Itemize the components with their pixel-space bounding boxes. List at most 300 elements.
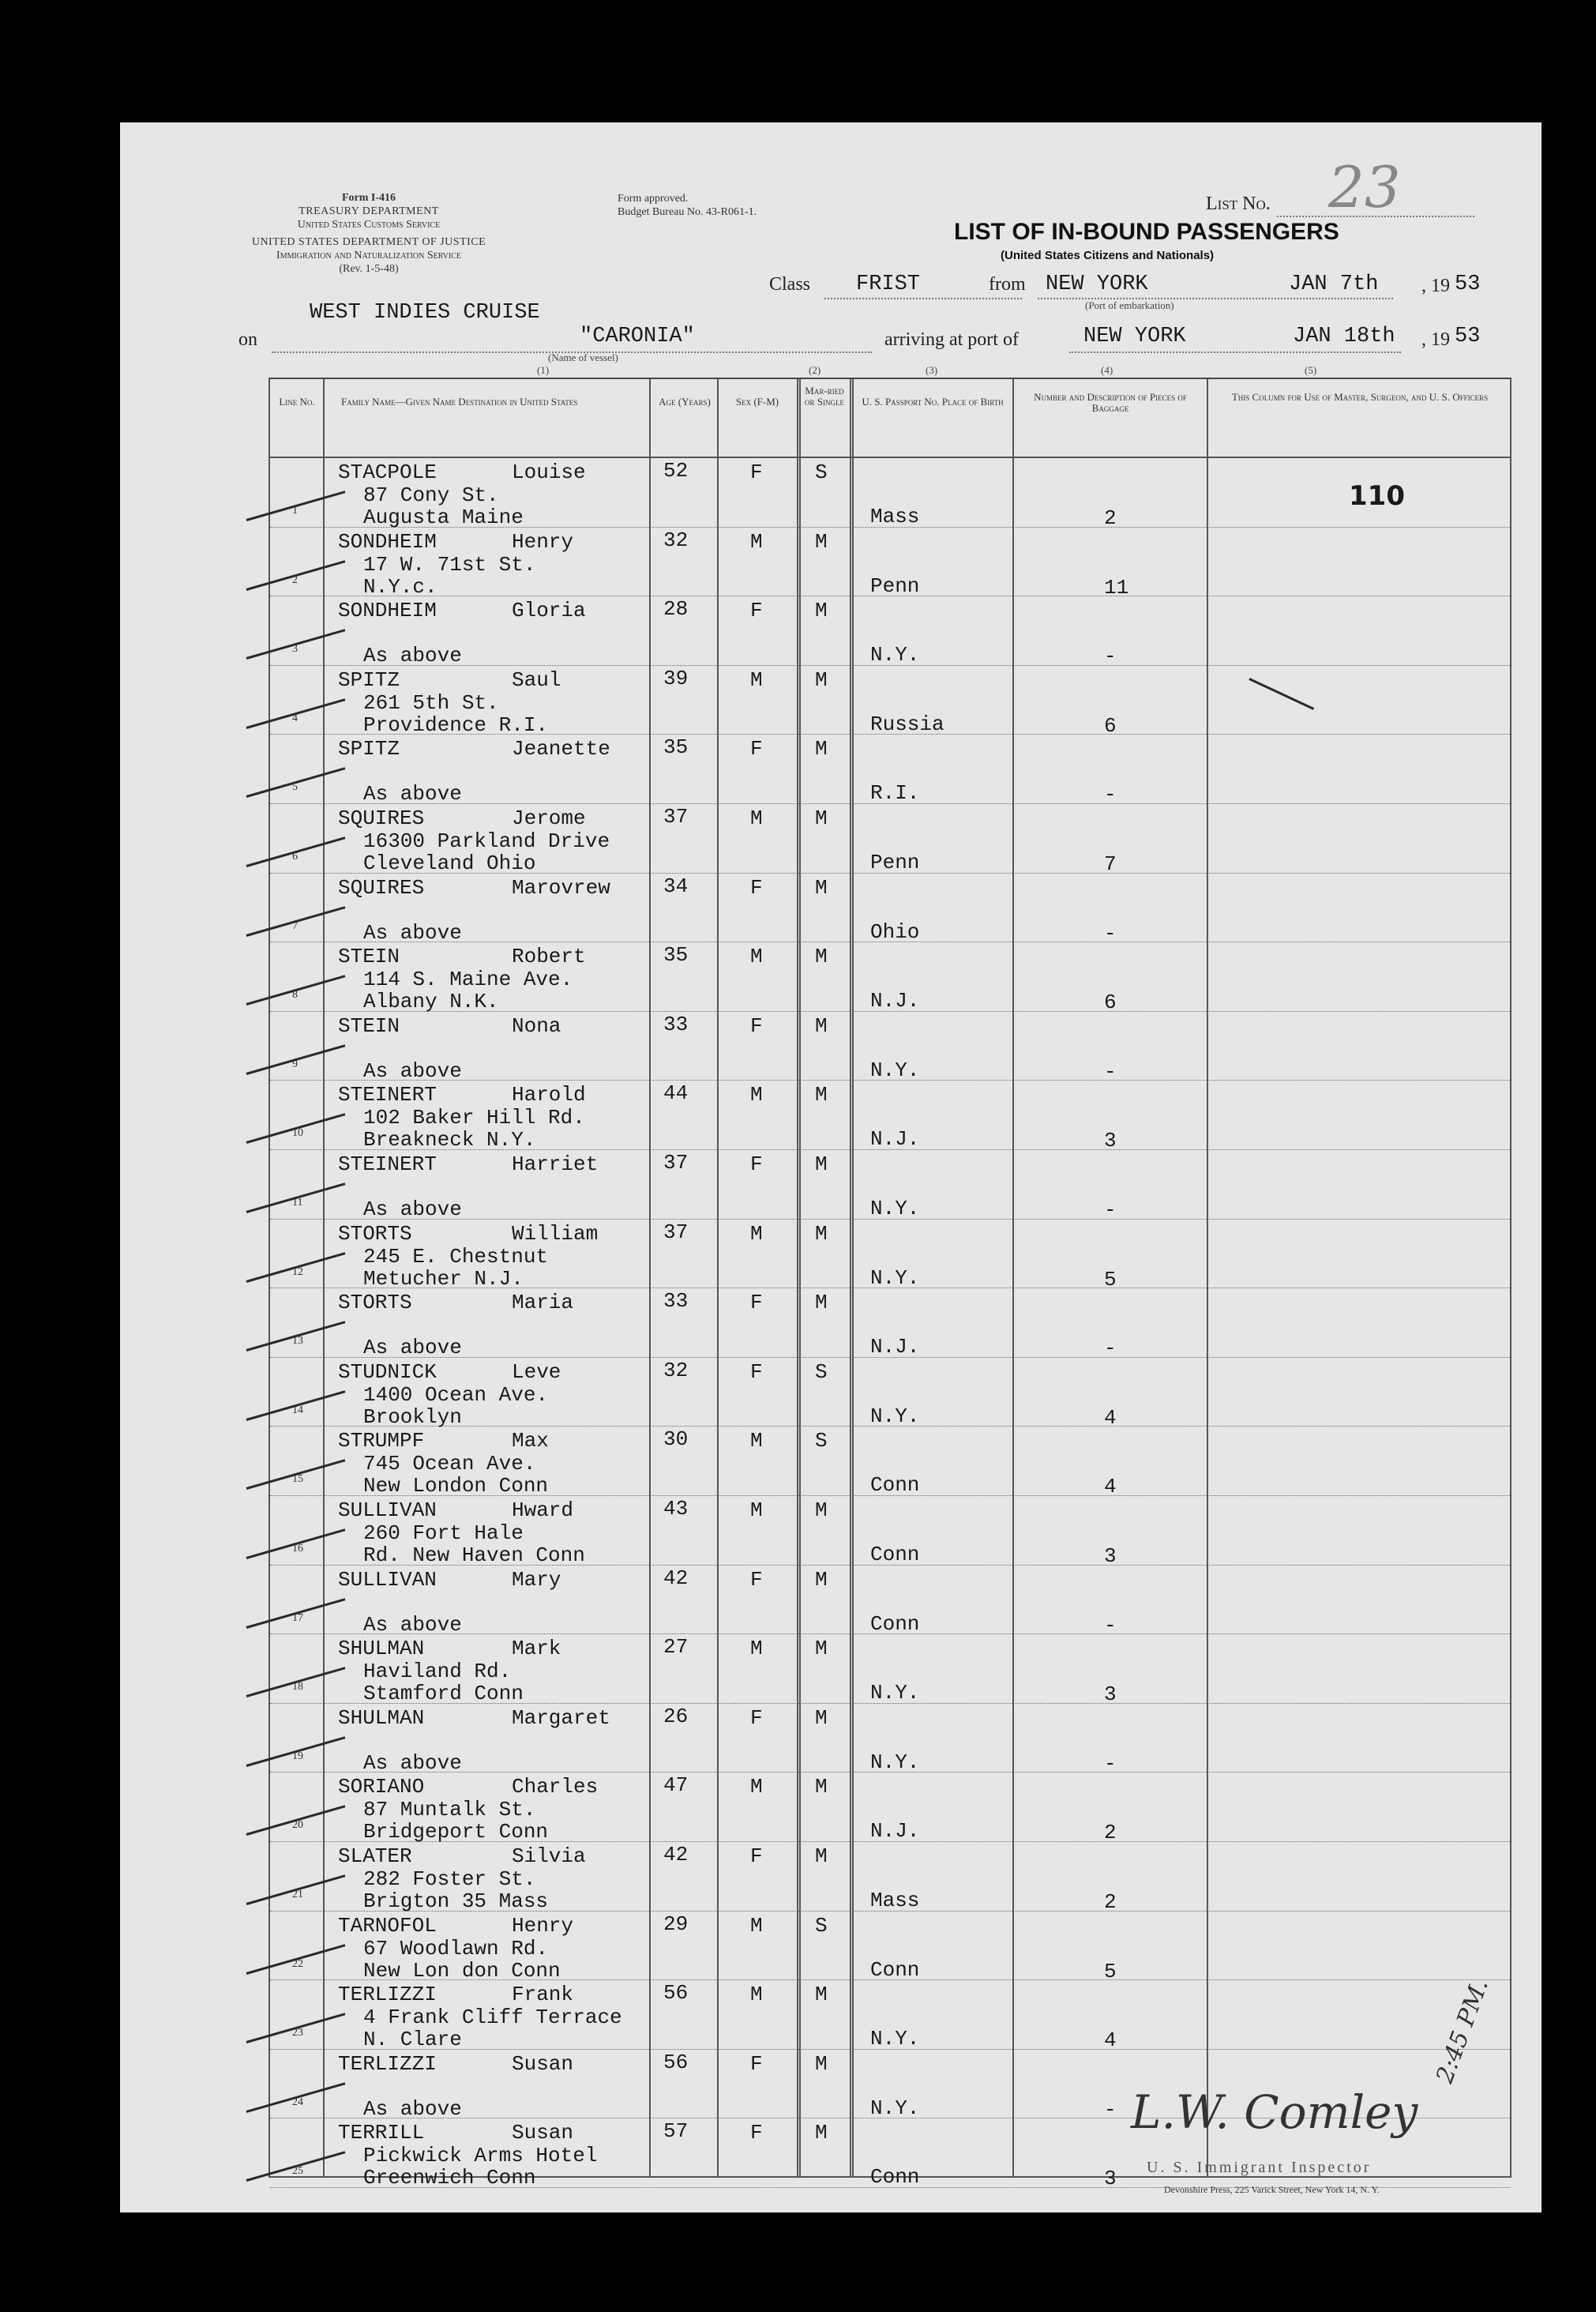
passenger-sex: F bbox=[750, 875, 763, 900]
passenger-sex: F bbox=[750, 1359, 763, 1384]
line-number: 23 bbox=[292, 2027, 303, 2039]
baggage-count: 3 bbox=[1104, 2167, 1117, 2191]
baggage-count: 6 bbox=[1104, 713, 1117, 738]
officer-note: 110 bbox=[1349, 480, 1405, 512]
col-divider bbox=[649, 379, 651, 2176]
line-number: 16 bbox=[292, 1543, 303, 1554]
class-line bbox=[824, 298, 1022, 299]
passenger-surname: STRUMPF bbox=[338, 1429, 425, 1453]
baggage-count: - bbox=[1104, 1059, 1117, 1084]
marital-status: M bbox=[815, 945, 828, 969]
place-of-birth: N.Y. bbox=[870, 1750, 920, 1774]
passenger-sex: F bbox=[750, 1152, 763, 1176]
passenger-age: 35 bbox=[663, 943, 689, 968]
baggage-count: 3 bbox=[1104, 1682, 1117, 1707]
marital-status: M bbox=[815, 737, 828, 761]
line-number: 20 bbox=[292, 1819, 303, 1832]
justice-dept: UNITED STATES DEPARTMENT OF JUSTICE bbox=[251, 236, 486, 248]
passenger-given-name: Harold bbox=[512, 1083, 586, 1107]
passenger-given-name: Jeanette bbox=[512, 737, 610, 761]
passenger-age: 42 bbox=[663, 1566, 689, 1590]
passenger-age: 30 bbox=[663, 1427, 689, 1452]
address-line-2: New London Conn bbox=[363, 1474, 549, 1498]
col-num-3: (3) bbox=[926, 364, 938, 376]
arrival-year-prefix: , 19 bbox=[1421, 329, 1450, 350]
passenger-age: 42 bbox=[663, 1843, 689, 1867]
inspector-signature: L.W. Comley bbox=[1131, 2085, 1418, 2139]
passenger-age: 37 bbox=[663, 1220, 689, 1244]
address-line-1: 260 Fort Hale bbox=[363, 1521, 524, 1545]
passenger-given-name: Saul bbox=[512, 667, 561, 692]
address-line-1: 245 E. Chestnut bbox=[363, 1244, 549, 1269]
passenger-age: 33 bbox=[663, 1012, 689, 1036]
passenger-age: 56 bbox=[663, 1981, 689, 2006]
passenger-age: 32 bbox=[663, 1358, 689, 1382]
line-number: 4 bbox=[292, 712, 298, 724]
address-line-2: As above bbox=[363, 920, 462, 945]
baggage-count: 2 bbox=[1104, 506, 1117, 530]
marital-status: M bbox=[815, 806, 828, 830]
line-number: 22 bbox=[292, 1957, 303, 1970]
departure-year: 53 bbox=[1455, 273, 1481, 296]
col-divider bbox=[797, 379, 801, 2176]
list-number-label: List No. bbox=[1206, 194, 1271, 214]
passenger-given-name: Gloria bbox=[512, 599, 586, 623]
address-line-1: 261 5th St. bbox=[363, 690, 499, 715]
passenger-surname: SONDHEIM bbox=[338, 529, 437, 554]
address-line-1: 87 Cony St. bbox=[363, 483, 499, 507]
passenger-sex: M bbox=[750, 945, 763, 969]
passenger-surname: SQUIRES bbox=[338, 806, 425, 830]
arriving-label: arriving at port of bbox=[884, 329, 1019, 350]
passenger-surname: SPITZ bbox=[338, 737, 400, 761]
address-line-2: Albany N.K. bbox=[363, 990, 499, 1014]
place-of-birth: Conn bbox=[870, 1543, 920, 1566]
passenger-sex: M bbox=[750, 1498, 763, 1522]
passenger-surname: TERLIZZI bbox=[338, 1983, 437, 2007]
embarkation-note: (Port of embarkation) bbox=[1085, 299, 1174, 311]
line-number: 19 bbox=[292, 1750, 303, 1762]
baggage-count: 2 bbox=[1104, 1821, 1117, 1845]
passenger-surname: STUDNICK bbox=[338, 1359, 437, 1384]
baggage-count: - bbox=[1104, 2097, 1117, 2122]
passenger-given-name: Leve bbox=[512, 1359, 561, 1384]
baggage-count: - bbox=[1104, 1198, 1117, 1222]
passenger-surname: SHULMAN bbox=[338, 1637, 425, 1661]
address-line-2: As above bbox=[363, 644, 462, 668]
baggage-count: - bbox=[1104, 783, 1117, 807]
place-of-birth: N.Y. bbox=[870, 2027, 920, 2051]
passenger-age: 52 bbox=[663, 459, 689, 483]
marital-status: M bbox=[815, 667, 828, 692]
baggage-count: 5 bbox=[1104, 1959, 1117, 1983]
address-line-2: Brooklyn bbox=[363, 1404, 462, 1429]
passenger-given-name: Margaret bbox=[512, 1705, 610, 1730]
passenger-sex: M bbox=[750, 1637, 763, 1661]
passenger-surname: STEIN bbox=[338, 945, 400, 969]
treasury-dept: TREASURY DEPARTMENT bbox=[299, 205, 439, 217]
form-approved: Form approved. bbox=[618, 193, 689, 205]
passenger-surname: SONDHEIM bbox=[338, 599, 437, 623]
col-divider bbox=[717, 379, 719, 2176]
place-of-birth: Russia bbox=[870, 712, 944, 736]
budget-bureau: Budget Bureau No. 43-R061-1. bbox=[618, 206, 757, 218]
col-num-2: (2) bbox=[809, 364, 821, 376]
passenger-age: 27 bbox=[663, 1635, 689, 1660]
line-number: 14 bbox=[292, 1404, 303, 1416]
baggage-count: 4 bbox=[1104, 1405, 1117, 1430]
line-number: 11 bbox=[292, 1197, 303, 1209]
passenger-surname: TERRILL bbox=[338, 2121, 425, 2145]
address-line-1: 282 Foster St. bbox=[363, 1867, 536, 1891]
signature-time: 2:45 PM. bbox=[1431, 1975, 1494, 2087]
address-line-2: Rd. New Haven Conn bbox=[363, 1543, 585, 1567]
line-number: 10 bbox=[292, 1127, 303, 1140]
address-line-1: Pickwick Arms Hotel bbox=[363, 2144, 598, 2168]
baggage-count: - bbox=[1104, 921, 1117, 945]
passenger-given-name: Frank bbox=[512, 1983, 574, 2007]
passenger-surname: STEINERT bbox=[338, 1083, 437, 1107]
line-number: 7 bbox=[292, 919, 298, 932]
address-line-2: Greenwich Conn bbox=[363, 2166, 536, 2190]
passenger-given-name: Marovrew bbox=[512, 875, 610, 900]
passenger-surname: TARNOFOL bbox=[338, 1913, 437, 1938]
passenger-given-name: Max bbox=[512, 1429, 549, 1453]
col-num-1: (1) bbox=[537, 364, 550, 376]
marital-status: M bbox=[815, 1498, 828, 1522]
passenger-given-name: Harriet bbox=[512, 1152, 599, 1176]
line-number: 8 bbox=[292, 989, 298, 1002]
address-line-2: Providence R.I. bbox=[363, 712, 549, 737]
address-line-2: Augusta Maine bbox=[363, 506, 524, 529]
document-subtitle: (United States Citizens and Nationals) bbox=[1001, 249, 1215, 262]
place-of-birth: Mass bbox=[870, 1889, 920, 1912]
passenger-given-name: Susan bbox=[512, 2121, 574, 2145]
place-of-birth: Penn bbox=[870, 573, 920, 598]
passenger-age: 47 bbox=[663, 1773, 689, 1798]
line-number: 24 bbox=[292, 2096, 303, 2108]
address-line-2: As above bbox=[363, 782, 462, 806]
col-divider bbox=[850, 379, 854, 2176]
place-of-birth: N.Y. bbox=[870, 1058, 920, 1082]
passenger-sex: M bbox=[750, 667, 763, 692]
approval-block bbox=[618, 192, 757, 219]
marital-status: M bbox=[815, 1705, 828, 1730]
address-line-2: As above bbox=[363, 2096, 462, 2121]
address-line-1: 17 W. 71st St. bbox=[363, 552, 536, 577]
passenger-sex: M bbox=[750, 1083, 763, 1107]
col-divider bbox=[1207, 379, 1208, 2176]
departure-year-prefix: , 19 bbox=[1421, 276, 1450, 296]
passenger-sex: F bbox=[750, 1291, 763, 1315]
passenger-sex: F bbox=[750, 1567, 763, 1592]
line-number: 1 bbox=[292, 505, 298, 517]
address-line-2: Metucher N.J. bbox=[363, 1266, 524, 1291]
passenger-given-name: Robert bbox=[512, 945, 586, 969]
passenger-sex: F bbox=[750, 2121, 763, 2145]
passenger-surname: STORTS bbox=[338, 1221, 412, 1246]
passenger-sex: F bbox=[750, 1013, 763, 1038]
passenger-given-name: Jerome bbox=[512, 806, 586, 830]
address-line-1: 87 Muntalk St. bbox=[363, 1798, 536, 1822]
passenger-sex: M bbox=[750, 529, 763, 554]
passenger-given-name: Mary bbox=[512, 1567, 561, 1592]
place-of-birth: Ohio bbox=[870, 919, 920, 944]
passenger-given-name: Silvia bbox=[512, 1844, 586, 1868]
passenger-age: 26 bbox=[663, 1704, 689, 1728]
officer-mark bbox=[1249, 678, 1314, 710]
passenger-given-name: Louise bbox=[512, 461, 586, 484]
passenger-sex: F bbox=[750, 737, 763, 761]
form-number: Form I-416 bbox=[341, 192, 396, 204]
place-of-birth: N.Y. bbox=[870, 1197, 920, 1220]
place-of-birth: N.J. bbox=[870, 1127, 920, 1152]
printer-imprint: Devonshire Press, 225 Varick Street, New York 14, N. Y. bbox=[1164, 2184, 1380, 2195]
list-number-handwritten: 23 bbox=[1328, 154, 1401, 220]
address-line-1: 745 Ocean Ave. bbox=[363, 1452, 536, 1476]
place-of-birth: N.Y. bbox=[870, 1265, 920, 1290]
passenger-surname: SULLIVAN bbox=[338, 1567, 437, 1592]
passenger-surname: STEIN bbox=[338, 1013, 400, 1038]
place-of-birth: Mass bbox=[870, 505, 920, 528]
marital-status: M bbox=[815, 1083, 828, 1107]
passenger-surname: SORIANO bbox=[338, 1775, 425, 1799]
marital-status: M bbox=[815, 875, 828, 900]
baggage-count: 6 bbox=[1104, 991, 1117, 1015]
passenger-sex: M bbox=[750, 806, 763, 830]
baggage-count: 5 bbox=[1104, 1267, 1117, 1291]
address-line-1: 4 Frank Cliff Terrace bbox=[363, 2006, 622, 2030]
baggage-count: - bbox=[1104, 1613, 1117, 1637]
address-line-2: Stamford Conn bbox=[363, 1682, 524, 1706]
passenger-surname: SPITZ bbox=[338, 667, 400, 692]
vessel-note: (Name of vessel) bbox=[548, 351, 618, 363]
passenger-age: 37 bbox=[663, 1151, 689, 1175]
passenger-age: 34 bbox=[663, 874, 689, 898]
line-number: 2 bbox=[292, 573, 298, 586]
passenger-age: 44 bbox=[663, 1081, 689, 1106]
marital-status: S bbox=[815, 1359, 828, 1384]
col-divider bbox=[323, 379, 325, 2176]
place-of-birth: Conn bbox=[870, 1957, 920, 1982]
passenger-given-name: Henry bbox=[512, 529, 574, 554]
passenger-age: 28 bbox=[663, 597, 689, 622]
place-of-birth: Conn bbox=[870, 1611, 920, 1636]
header-sex: Sex (F-M) bbox=[735, 396, 779, 408]
line-number: 12 bbox=[292, 1265, 303, 1278]
address-line-2: As above bbox=[363, 1336, 462, 1360]
baggage-count: 2 bbox=[1104, 1890, 1117, 1914]
passenger-sex: M bbox=[750, 1913, 763, 1938]
cruise-name: WEST INDIES CRUISE bbox=[310, 301, 540, 325]
line-number: 5 bbox=[292, 781, 298, 794]
passenger-given-name: Susan bbox=[512, 2051, 574, 2076]
arrival-line bbox=[1069, 351, 1401, 353]
address-line-2: Bridgeport Conn bbox=[363, 1820, 549, 1844]
passenger-age: 37 bbox=[663, 805, 689, 829]
line-number: 15 bbox=[292, 1473, 303, 1486]
marital-status: M bbox=[815, 2051, 828, 2076]
passenger-age: 35 bbox=[663, 735, 689, 760]
passenger-surname: STACPOLE bbox=[338, 461, 437, 484]
place-of-birth: Penn bbox=[870, 851, 920, 874]
passenger-surname: SHULMAN bbox=[338, 1705, 425, 1730]
place-of-birth: Conn bbox=[870, 1473, 920, 1498]
justice-block bbox=[238, 235, 499, 276]
place-of-birth: N.J. bbox=[870, 1819, 920, 1844]
passenger-sex: F bbox=[750, 1705, 763, 1730]
passenger-sex: M bbox=[750, 1221, 763, 1246]
address-line-1: 102 Baker Hill Rd. bbox=[363, 1106, 585, 1130]
baggage-count: 7 bbox=[1104, 852, 1117, 876]
document-title: LIST OF IN-BOUND PASSENGERS bbox=[954, 219, 1339, 245]
line-number: 25 bbox=[292, 2165, 303, 2178]
passenger-age: 32 bbox=[663, 528, 689, 552]
passenger-sex: F bbox=[750, 2051, 763, 2076]
marital-status: S bbox=[815, 461, 828, 484]
header-married: Mar-ried or Single bbox=[805, 385, 844, 408]
passenger-age: 57 bbox=[663, 2119, 689, 2144]
passenger-sex: F bbox=[750, 599, 763, 623]
passenger-sex: M bbox=[750, 1775, 763, 1799]
place-of-birth: N.Y. bbox=[870, 2096, 920, 2120]
passenger-surname: SULLIVAN bbox=[338, 1498, 437, 1522]
baggage-count: - bbox=[1104, 645, 1117, 669]
passenger-sex: M bbox=[750, 1983, 763, 2007]
address-line-2: As above bbox=[363, 1197, 462, 1221]
baggage-count: 3 bbox=[1104, 1544, 1117, 1568]
address-line-2: As above bbox=[363, 1058, 462, 1083]
passenger-given-name: Nona bbox=[512, 1013, 561, 1038]
header-name: Family Name—Given Name Destination in United States bbox=[341, 396, 578, 408]
passenger-given-name: Charles bbox=[512, 1775, 599, 1799]
arrival-port: NEW YORK bbox=[1083, 325, 1186, 348]
address-line-2: Brigton 35 Mass bbox=[363, 1889, 549, 1913]
passenger-surname: SLATER bbox=[338, 1844, 412, 1868]
place-of-birth: N.J. bbox=[870, 989, 920, 1013]
marital-status: S bbox=[815, 1429, 828, 1453]
arrival-year: 53 bbox=[1455, 325, 1481, 348]
passenger-surname: STORTS bbox=[338, 1291, 412, 1315]
passenger-surname: STEINERT bbox=[338, 1152, 437, 1176]
header-line-no: Line No. bbox=[279, 396, 315, 408]
header-age: Age (Years) bbox=[659, 396, 711, 408]
address-line-2: N.Y.c. bbox=[363, 574, 437, 599]
marital-status: M bbox=[815, 1013, 828, 1038]
class-value: FRIST bbox=[856, 273, 921, 296]
passenger-age: 33 bbox=[663, 1289, 689, 1314]
passenger-surname: SQUIRES bbox=[338, 875, 425, 900]
place-of-birth: N.Y. bbox=[870, 1404, 920, 1428]
address-line-2: As above bbox=[363, 1612, 462, 1637]
marital-status: M bbox=[815, 1983, 828, 2007]
place-of-birth: N.Y. bbox=[870, 643, 920, 667]
place-of-birth: R.I. bbox=[870, 781, 920, 806]
baggage-count: - bbox=[1104, 1751, 1117, 1776]
marital-status: M bbox=[815, 529, 828, 554]
passenger-given-name: Mark bbox=[512, 1637, 561, 1661]
passenger-sex: F bbox=[750, 461, 763, 484]
passenger-sex: F bbox=[750, 1844, 763, 1868]
form-revision: (Rev. 1-5-48) bbox=[339, 263, 399, 275]
passenger-given-name: William bbox=[512, 1221, 599, 1246]
baggage-count: 4 bbox=[1104, 2028, 1117, 2053]
marital-status: M bbox=[815, 1291, 828, 1315]
baggage-count: 11 bbox=[1104, 575, 1129, 600]
passenger-age: 56 bbox=[663, 2050, 689, 2074]
ins-service: Immigration and Naturalization Service bbox=[276, 250, 461, 261]
customs-service: United States Customs Service bbox=[297, 219, 441, 231]
col-num-4: (4) bbox=[1101, 364, 1113, 376]
line-number: 3 bbox=[292, 643, 298, 656]
line-number: 6 bbox=[292, 851, 298, 863]
header-baggage: Number and Description of Pieces of Baggage bbox=[1034, 391, 1187, 414]
col-divider bbox=[1012, 379, 1014, 2176]
address-line-1: 16300 Parkland Drive bbox=[363, 829, 610, 853]
place-of-birth: N.Y. bbox=[870, 1681, 920, 1705]
class-label: Class bbox=[769, 274, 811, 295]
address-line-2: Cleveland Ohio bbox=[363, 851, 536, 875]
marital-status: M bbox=[815, 1637, 828, 1661]
marital-status: M bbox=[815, 1221, 828, 1246]
marital-status: M bbox=[815, 599, 828, 623]
header-divider bbox=[270, 457, 1510, 458]
baggage-count: - bbox=[1104, 1336, 1117, 1361]
line-number: 21 bbox=[292, 1889, 303, 1900]
address-line-1: Haviland Rd. bbox=[363, 1660, 512, 1684]
passenger-given-name: Henry bbox=[512, 1913, 574, 1938]
marital-status: M bbox=[815, 1775, 828, 1799]
line-number: 18 bbox=[292, 1681, 303, 1694]
inspector-title: U. S. Immigrant Inspector bbox=[1147, 2159, 1372, 2176]
baggage-count: 4 bbox=[1104, 1475, 1117, 1499]
place-of-birth: Conn bbox=[870, 2165, 920, 2190]
address-line-2: As above bbox=[363, 1750, 462, 1775]
passenger-sex: M bbox=[750, 1429, 763, 1453]
passenger-age: 39 bbox=[663, 666, 689, 690]
marital-status: S bbox=[815, 1913, 828, 1938]
address-line-2: Breakneck N.Y. bbox=[363, 1128, 536, 1152]
on-label: on bbox=[238, 329, 257, 350]
address-line-1: 114 S. Maine Ave. bbox=[363, 968, 573, 992]
col-num-5: (5) bbox=[1305, 364, 1317, 376]
place-of-birth: N.J. bbox=[870, 1335, 920, 1359]
from-label: from bbox=[989, 274, 1026, 295]
marital-status: M bbox=[815, 1152, 828, 1176]
vessel-name: "CARONIA" bbox=[580, 325, 695, 348]
form-header-left bbox=[250, 191, 487, 231]
line-number: 9 bbox=[292, 1058, 298, 1070]
marital-status: M bbox=[815, 1844, 828, 1868]
baggage-count: 3 bbox=[1104, 1129, 1117, 1153]
manifest-page bbox=[120, 122, 1542, 2212]
marital-status: M bbox=[815, 1567, 828, 1592]
arrival-date: JAN 18th bbox=[1293, 325, 1395, 348]
marital-status: M bbox=[815, 2121, 828, 2145]
line-number: 13 bbox=[292, 1335, 303, 1348]
departure-date: JAN 7th bbox=[1289, 273, 1379, 296]
address-line-1: 1400 Ocean Ave. bbox=[363, 1382, 549, 1407]
passenger-given-name: Hward bbox=[512, 1498, 574, 1522]
line-number: 17 bbox=[292, 1611, 303, 1624]
embarkation-port: NEW YORK bbox=[1046, 273, 1148, 296]
address-line-2: N. Clare bbox=[363, 2028, 462, 2052]
address-line-2: New Lon don Conn bbox=[363, 1958, 561, 1983]
passenger-surname: TERLIZZI bbox=[338, 2051, 437, 2076]
passenger-age: 29 bbox=[663, 1912, 689, 1936]
header-passport: U. S. Passport No. Place of Birth bbox=[862, 396, 1004, 408]
passenger-given-name: Maria bbox=[512, 1291, 574, 1315]
